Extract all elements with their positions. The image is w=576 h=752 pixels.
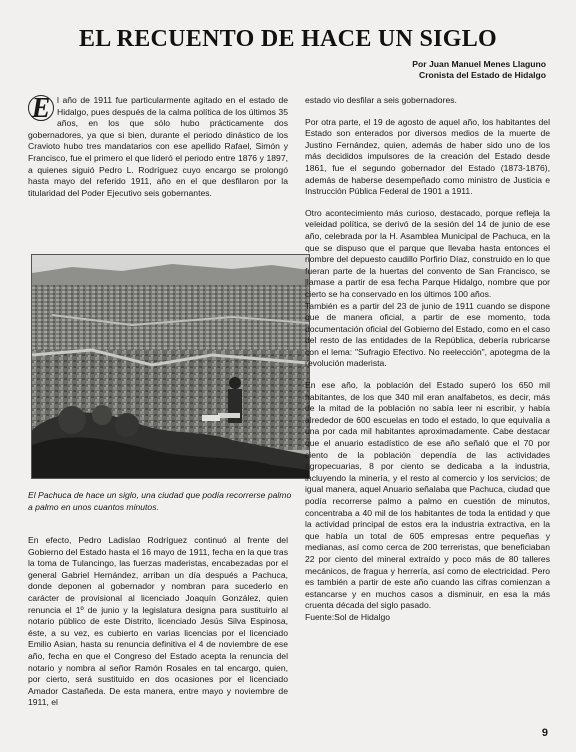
byline: [412, 59, 546, 81]
lema-paragraph: También es a partir del 23 de junio de 1911 cuando se dispone que de manera oficial, a partir de ese momento, toda documentación oficial del Gobierno del Estado, como en el caso del resto de las entidades de la República, debería rubricarse con el lema: "Sufragio Efectivo. No reelección", apotegma de la revolución maderista.: [305, 300, 550, 369]
historic-pachuca-photo: [31, 254, 310, 479]
article-title: EL RECUENTO DE HACE UN SIGLO: [78, 26, 498, 52]
left-column-bottom: [28, 535, 288, 709]
source-note: Fuente:Sol de Hidalgo: [305, 611, 391, 622]
left-column-top: [28, 95, 288, 199]
governors-paragraph: En efecto, Pedro Ladislao Rodríguez continuó al frente del Gobierno del Estado hasta el 16 mayo de 1911, fecha en la que tras la toma de Tulancingo, las fuerzas maderistas, encabezadas por el general Gabriel Hernández, arriban un día después a Pachuca, donde deponen al gobernador y nombran para sucederlo en carácter de provisional al licenciado Joaquín González, quien renuncia el 1º de junio y la legislatura designa para sustituirlo al notario público de este Distrito, licenciado Jesús Silva Espinosa, éste, a su vez, es cubierto en varias licencias por el licenciado Emilio Asian, hasta su renuncia definitiva el 4 de noviembre de ese año, fecha en que el Congreso del Estado acepta la renuncia del notario y nombra al señor Ramón Rosales en tal encargo, quien, por cierto, será sustituido en dos ocasiones por el licenciado Amador Castañeda. De esta manera, entre mayo y noviembre de 1911, el: [28, 535, 288, 708]
photo-caption: El Pachuca de hace un siglo, una ciudad que podía recorrerse palmo a palmo en unos cuantos minutos.: [28, 490, 292, 512]
drop-cap: E: [28, 95, 54, 121]
continuation-paragraph: estado vio desfilar a seis gobernadores.: [305, 95, 457, 105]
right-column: [305, 95, 550, 624]
intro-text: l año de 1911 fue particularmente agitado en el estado de Hidalgo, pues después de la calma política de los últimos 35 años, en los que sólo hubo prácticamente dos gobernadores, ya que si bien, durante el periodo dinástico de los Cravioto hubo tres mandatarios con ese apellido Rafael, Simón y Francisco, fue el primero el que lideró el periodo entre 1876 y 1897, a quienes siguió Pedro L. Rodríguez cuyo encargo se prolongó hasta mayo del referido 1911, año en el que desfilaron por la titularidad del Poder Ejecutivo seis gobernantes.: [28, 95, 288, 198]
author-name: Por Juan Manuel Menes Llaguno: [412, 59, 546, 69]
author-role: Cronista del Estado de Hidalgo: [418, 70, 546, 80]
page-number: 9: [541, 727, 548, 739]
justino-fernandez-paragraph: Por otra parte, el 19 de agosto de aquel año, los habitantes del Estado son enterados por diversos medios de la muerte de Justino Fernández, quien, además de haber sido uno de los más decididos impulsores de la creación del Estado desde 1861, fue el segundo gobernador del Estado (1873-1876), además de haberse desempeñado como ministro de Justicia e Instrucción Pública Federal de 1901 a 1911.: [305, 116, 550, 197]
intro-paragraph: [28, 95, 288, 199]
parque-hidalgo-paragraph: Otro acontecimiento más curioso, destacado, porque refleja la veleidad política, se derivó de la sesión del 14 de junio de ese año, celebrada por la H. Asamblea Municipal de Pachuca, en la que se dispuso que el parque que llevaba hasta entonces el nombre del depuesto caudillo Porfirio Díaz, construido en lo que fueran parte de la huertas del convento de San Francisco, se llamase a partir de esa fecha Parque Hidalgo, nombre que por cierto se ha conservado en los últimos 100 años.: [305, 207, 550, 299]
city-panorama-image: [32, 255, 309, 478]
population-paragraph: En ese año, la población del Estado superó los 650 mil habitantes, de los que 340 mil eran analfabetos, es decir, más de la mitad de la población no sabía leer ni escribir, y había alrededor de 600 escuelas en todo el estado, lo que equivalía a una por cada mil habitantes aproximadamente. Cabe destacar que el anuario estadístico de ese año señaló que el 70 por ciento de la población dependía de las actividades agropecuarias, 8 por ciento se dedicaba a la industria, incluyendo la minería, y el resto al comercio y los servicios; de igual manera, aquel Anuario señalaba que Pachuca, ciudad que podía recorrerse palmo a palmo en cuestión de minutos, concentraba a 40 mil de los habitantes de toda la entidad y que la actividad principal de estos era la industria extractiva, en la que había un total de 605 empresas entre pequeñas y medianas, así como cerca de 200 terreristas, que beneficiaban 22 por ciento del mineral extraído y poco más de 80 talleres mecánicos, de fragua y herrería, así como de electricidad. Pero es también a partir de este año cuando las cifras comienzan a estancarse y en muchos casos a disminuir, en esa la más cruenta década del siglo pasado.: [305, 380, 550, 611]
